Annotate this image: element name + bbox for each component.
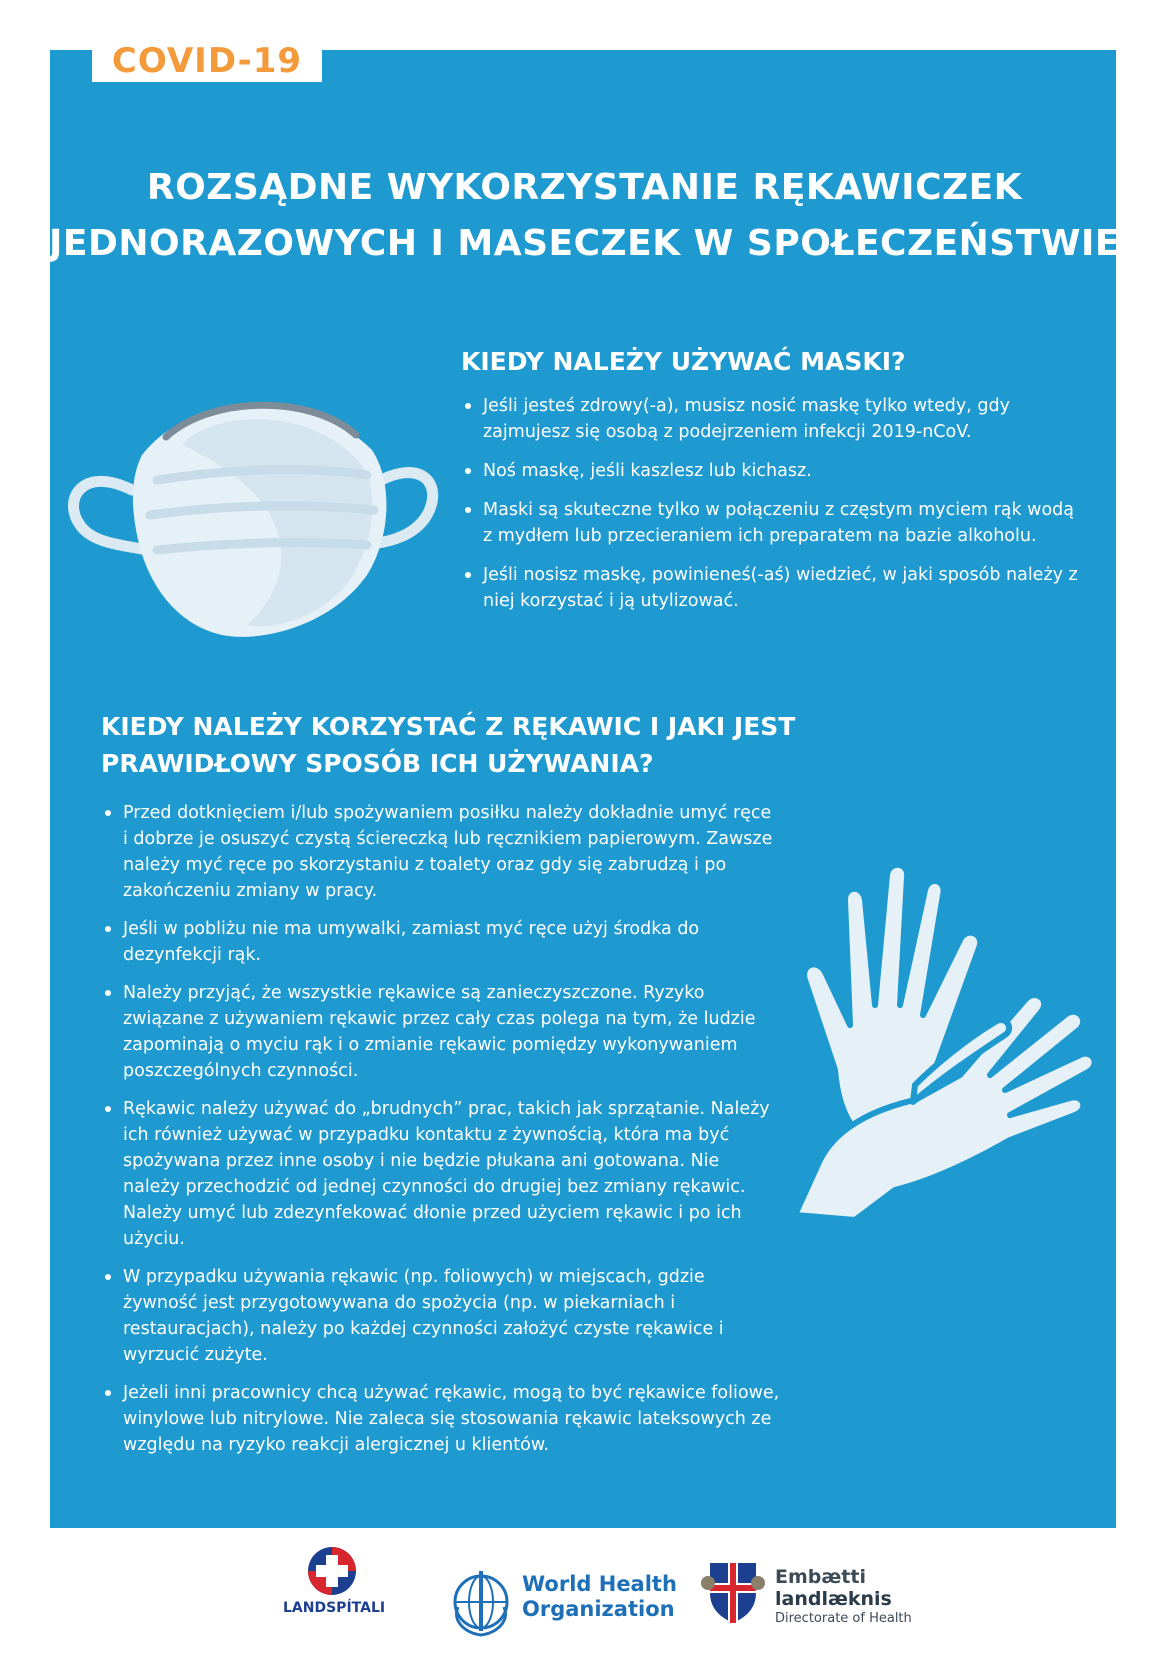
list-item: Rękawic należy używać do „brudnych” prac, takich jak sprzątanie. Należy ich również używać w przypadku kontaktu z żywnością, która ma być spożywana przez inne osoby i nie będzie płukana ani gotowana. Nie należy przechodzić od jednej czynności do drugiej bez zmiany rękawic. Należy umyć lub zdezynfekować dłonie przed użyciem rękawic i po ich użyciu. (101, 1096, 781, 1252)
poster-title (0, 160, 1169, 272)
list-item: Jeśli nosisz maskę, powinieneś(-aś) wiedzieć, w jaki sposób należy z niej korzystać i ją utylizować. (461, 562, 1081, 614)
list-item: Maski są skuteczne tylko w połączeniu z częstym myciem rąk wodą z mydłem lub przecieraniem ich preparatem na bazie alkoholu. (461, 497, 1081, 549)
directorate-logo-text (775, 1566, 912, 1628)
face-mask-icon (62, 385, 442, 645)
dh-line-2: landlæknis (775, 1588, 892, 1610)
title-line-2: JEDNORAZOWYCH I MASECZEK W SPOŁECZEŃSTWIE (49, 223, 1120, 264)
directorate-of-health-coat-of-arms-icon (700, 1553, 766, 1625)
list-item: Jeżeli inni pracownicy chcą używać rękawic, mogą to być rękawice foliowe, winylowe lub nitrylowe. Nie zaleca się stosowania rękawic lateksowych ze względu na ryzyko reakcji alergicznej u klientów. (101, 1380, 781, 1458)
list-item: Przed dotknięciem i/lub spożywaniem posiłku należy dokładnie umyć ręce i dobrze je osuszyć czystą ściereczką lub ręcznikiem papierowym. Zawsze należy myć ręce po skorzystaniu z toalety oraz gdy się zabrudzą i po zakończeniu zmiany w pracy. (101, 800, 781, 904)
glove-bullet-list (101, 800, 781, 1470)
list-item: Należy przyjąć, że wszystkie rękawice są zanieczyszczone. Ryzyko związane z używaniem rękawic przez cały czas polega na tym, że ludzie zapominają o myciu rąk i o zmianie rękawic pomiędzy wykonywaniem poszczególnych czynności. (101, 980, 781, 1084)
dh-line-3: Directorate of Health (775, 1611, 912, 1626)
list-item: Noś maskę, jeśli kaszlesz lub kichasz. (461, 458, 1081, 484)
mask-section-heading: KIEDY NALEŻY UŻYWAĆ MASKI? (461, 347, 906, 376)
glove-section-heading-2: PRAWIDŁOWY SPOSÓB ICH UŻYWANIA? (101, 749, 654, 778)
landspitali-logo-icon (306, 1545, 358, 1597)
gloves-icon (775, 830, 1105, 1230)
glove-section-heading-1: KIEDY NALEŻY KORZYSTAĆ Z RĘKAWIC I JAKI JEST (101, 712, 796, 741)
who-emblem-icon (446, 1567, 516, 1637)
who-line-1: World Health (522, 1572, 677, 1596)
landspitali-logo-text: LANDSPÍTALI (283, 1600, 386, 1616)
list-item: W przypadku używania rękawic (np. foliowych) w miejscach, gdzie żywność jest przygotowywana do spożycia (np. w piekarniach i restauracjach), należy po każdej czynności założyć czyste rękawice i wyrzucić zużyte. (101, 1264, 781, 1368)
list-item: Jeśli jesteś zdrowy(-a), musisz nosić maskę tylko wtedy, gdy zajmujesz się osobą z podejrzeniem infekcji 2019-nCoV. (461, 393, 1081, 445)
dh-line-1: Embætti (775, 1566, 866, 1588)
who-line-2: Organization (522, 1597, 675, 1621)
title-line-1: ROZSĄDNE WYKORZYSTANIE RĘKAWICZEK (146, 167, 1023, 208)
who-logo-text (522, 1572, 677, 1622)
covid-badge: COVID-19 (92, 40, 322, 82)
mask-bullet-list (461, 393, 1081, 627)
list-item: Jeśli w pobliżu nie ma umywalki, zamiast myć ręce użyj środka do dezynfekcji rąk. (101, 916, 781, 968)
